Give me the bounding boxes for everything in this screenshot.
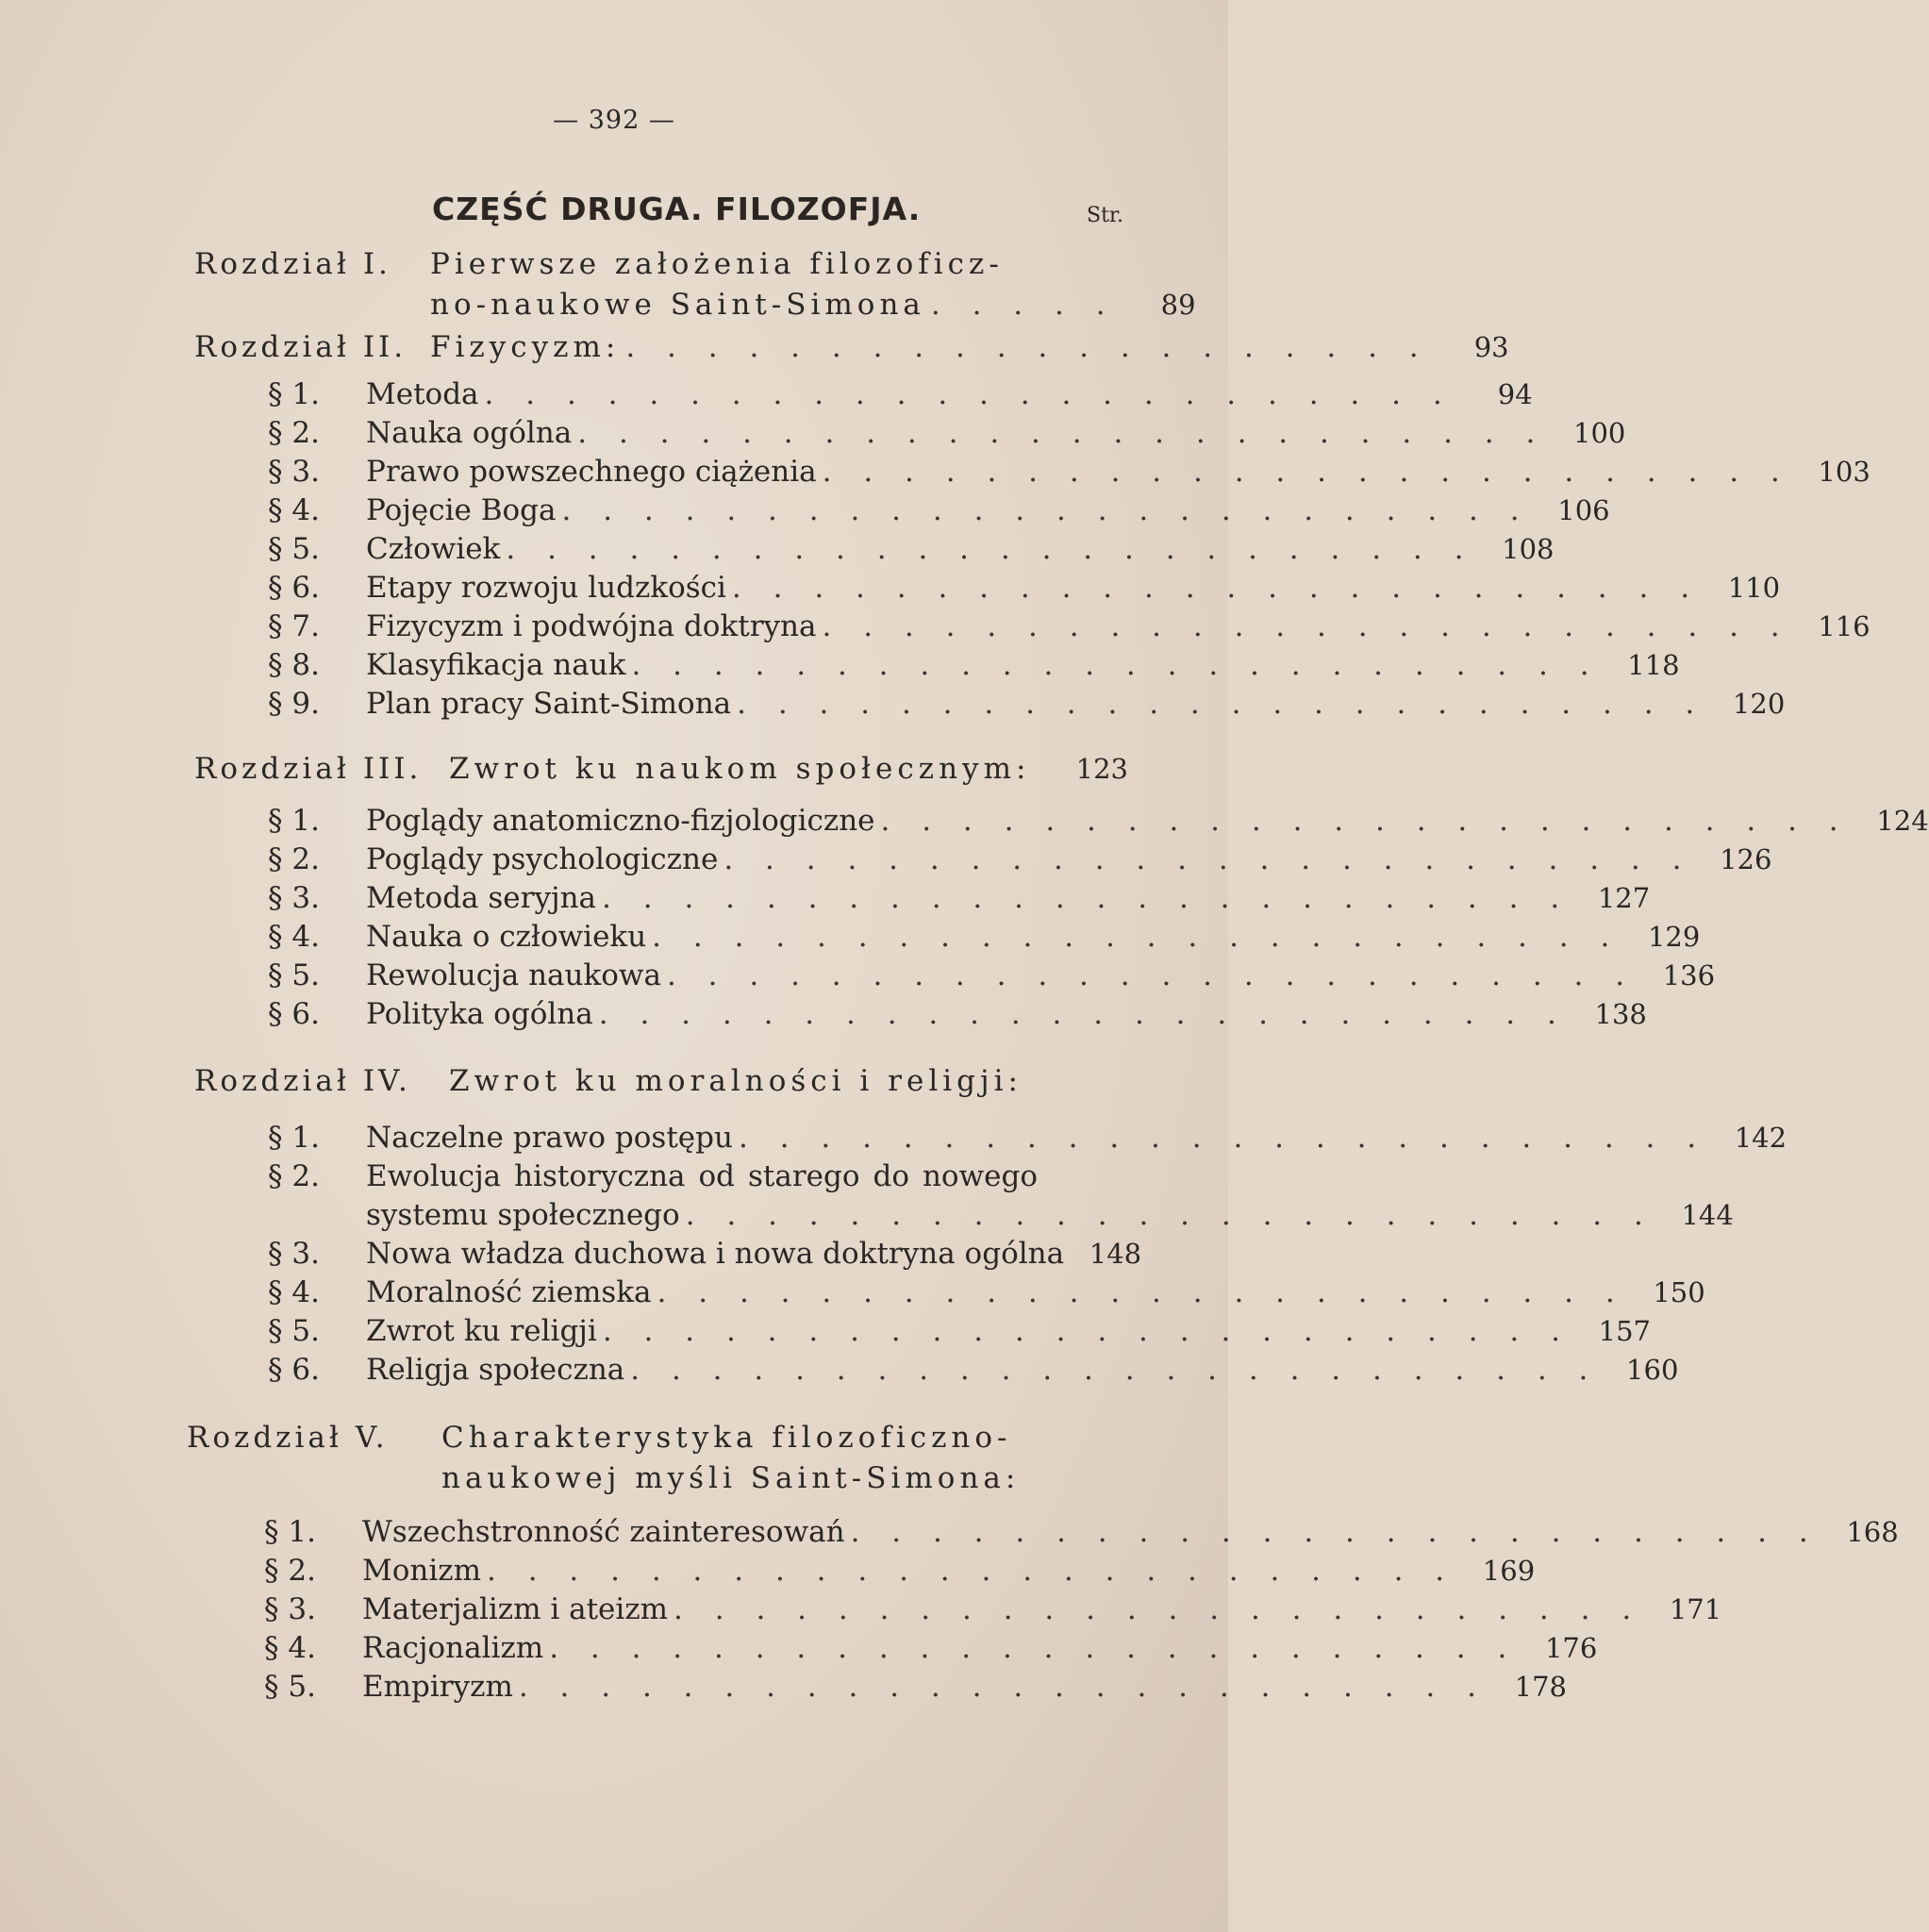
page-ref: 108	[1502, 533, 1555, 565]
section-number: § 5.	[264, 1670, 316, 1704]
page-ref: 106	[1557, 494, 1610, 526]
dot-leader: . . . . . . . . . . . . . . . . . . . . . . . .	[598, 997, 1568, 1031]
toc-entry	[268, 881, 1651, 915]
title-word: do	[873, 1159, 909, 1193]
page-ref: 150	[1653, 1276, 1705, 1308]
page-ref: 144	[1681, 1199, 1734, 1231]
chapter-heading-3	[194, 752, 1128, 786]
toc-entry	[268, 493, 1610, 527]
section-number: § 1.	[268, 1121, 320, 1155]
dot-leader: . . . . . . . . . . . . . . . . . . . . . . . .	[723, 842, 1693, 876]
section-number: § 5.	[268, 532, 320, 566]
page-ref: 127	[1597, 882, 1651, 914]
title-word: od	[698, 1159, 736, 1193]
page-ref: 176	[1544, 1632, 1598, 1664]
dot-leader: . . . . . . . . . . . . . . . . . . . . . . . .	[561, 493, 1531, 527]
page-ref: 89	[1160, 289, 1196, 321]
section-title: Metoda	[366, 377, 479, 411]
section-number: § 1.	[264, 1515, 316, 1549]
page-ref: 157	[1598, 1315, 1651, 1347]
section-title: Moralność ziemska	[366, 1275, 652, 1309]
section-title: Religja społeczna	[366, 1353, 625, 1387]
section-title: Materjalizm i ateizm	[362, 1592, 669, 1626]
chapter-title: Zwrot ku naukom społecznym:	[449, 752, 1031, 786]
toc-entry	[268, 804, 1929, 838]
section-number: § 8.	[268, 648, 320, 682]
section-number: § 3.	[268, 455, 320, 489]
section-title: Metoda seryjna	[366, 881, 597, 915]
section-title: Etapy rozwoju ludzkości	[366, 571, 726, 605]
dot-leader: . . . . . . . . . . . . . . . . . . . . . . . .	[549, 1631, 1519, 1665]
section-number: § 2.	[268, 416, 320, 450]
chapter-title: Zwrot ku moralności i religji:	[449, 1064, 1023, 1098]
dot-leader: . . . . . . . . . . . . . . . . . . . . . . . .	[822, 455, 1791, 489]
chapter-title: Pierwsze założenia filozoficz-	[430, 247, 1004, 281]
section-title: Nowa władza duchowa i nowa doktryna ogólna	[366, 1237, 1065, 1271]
section-number: § 2.	[268, 1159, 320, 1193]
toc-entry	[268, 1237, 1142, 1271]
toc-entry	[264, 1592, 1722, 1626]
section-title: systemu społecznego	[366, 1198, 680, 1232]
section-number: § 4.	[264, 1631, 316, 1665]
title-word: Ewolucja	[366, 1159, 502, 1193]
section-title: Człowiek	[366, 532, 501, 566]
dot-leader: . . . . . . . . . . . . . . . . . . . . . . . .	[577, 416, 1547, 450]
chapter-heading-4	[194, 1064, 1128, 1098]
page-ref: 123	[1075, 753, 1128, 785]
dot-leader: . . . . . . . . . . . . . . . . . . . . . . . .	[631, 648, 1601, 682]
toc-entry	[268, 1159, 1128, 1193]
page-ref: 169	[1482, 1555, 1536, 1587]
page-ref: 120	[1732, 688, 1786, 720]
section-title: Poglądy psychologiczne	[366, 842, 719, 876]
toc-entry	[268, 416, 1626, 450]
section-title: Racjonalizm	[362, 1631, 544, 1665]
toc-entry	[268, 1353, 1679, 1387]
title-word: starego	[747, 1159, 860, 1193]
dot-leader: . . . . . . . . . . . . . . . . . . . . . . . .	[880, 804, 1850, 838]
chapter-title: Charakterystyka filozoficzno-	[441, 1421, 1012, 1455]
dot-leader: . . . . . . . . . . . . . . . . . . . . . . . .	[506, 532, 1475, 566]
section-title: Klasyfikacja nauk	[366, 648, 626, 682]
dot-leader: . . . . . . . . . . . . . . . . . . . . . . . .	[487, 1554, 1456, 1588]
toc-entry	[268, 532, 1555, 566]
section-number: § 9.	[268, 687, 320, 721]
section-number: § 4.	[268, 1275, 320, 1309]
dot-leader: . . . . . . . . . . . . . . . . . . . . . . . .	[666, 958, 1637, 992]
dot-leader: . . . . . . . . . . . . . . . . . . . . . . . .	[685, 1198, 1655, 1232]
toc-entry	[268, 842, 1772, 876]
toc-entry	[268, 958, 1716, 992]
dot-leader: . . . . . . . . . . . . . . . . . . . . . . . .	[657, 1275, 1626, 1309]
section-number: § 5.	[268, 958, 320, 992]
section-title: Naczelne prawo postępu	[366, 1121, 733, 1155]
toc-entry	[268, 648, 1680, 682]
chapter-heading-2	[194, 330, 1509, 364]
dot-leader: . . . . . . . . . . . . . . . . . . . . . . . .	[518, 1670, 1488, 1704]
section-number: § 3.	[268, 881, 320, 915]
section-number: § 4.	[268, 493, 320, 527]
dot-leader: . . . . . . . . . . . . . . . . . . . . . . . .	[673, 1592, 1643, 1626]
page-column-label: Str.	[1087, 204, 1124, 227]
toc-entry	[268, 609, 1871, 643]
section-number: § 6.	[268, 997, 320, 1031]
chapter-heading-1	[194, 247, 1128, 281]
section-number: § 3.	[268, 1237, 320, 1271]
section-title: Nauka o człowieku	[366, 920, 647, 954]
dot-leader: . . . . . . . . . . . . . . . . . . . . . . . .	[484, 377, 1454, 411]
title-word: nowego	[922, 1159, 1038, 1193]
toc-entry	[268, 455, 1871, 489]
toc-entry-cont	[366, 1198, 1734, 1232]
section-title	[366, 1159, 1038, 1193]
dot-leader: . . . . . . . . . . . . . . . . . . . . . . . .	[850, 1515, 1820, 1549]
dot-leader: . . . . . . . . . . . . . . . . . . . . . . . .	[822, 609, 1791, 643]
page-number: — 392 —	[553, 106, 675, 135]
section-number: § 3.	[264, 1592, 316, 1626]
toc-entry	[268, 571, 1781, 605]
dot-leader: . . . . . . . . . . . . . . . . . . . . . . . .	[652, 920, 1621, 954]
page-ref: 171	[1669, 1593, 1722, 1625]
section-title: Nauka ogólna	[366, 416, 573, 450]
section-title: Wszechstronność zainteresowań	[362, 1515, 845, 1549]
page-ref: 160	[1626, 1354, 1679, 1386]
page-ref: 138	[1594, 998, 1647, 1030]
toc-entry	[268, 1121, 1788, 1155]
chapter-label: Rozdział V.	[187, 1421, 389, 1455]
chapter-label: Rozdział III.	[194, 752, 423, 786]
page-ref: 168	[1846, 1516, 1899, 1548]
title-word: historyczna	[514, 1159, 686, 1193]
toc-entry	[268, 687, 1786, 721]
section-title: Prawo powszechnego ciążenia	[366, 455, 817, 489]
section-title: Zwrot ku religji	[366, 1314, 597, 1348]
page-ref: 116	[1818, 610, 1871, 642]
section-title: Monizm	[362, 1554, 482, 1588]
chapter-label: Rozdział IV.	[194, 1064, 411, 1098]
section-number: § 1.	[268, 804, 320, 838]
chapter-label: Rozdział I.	[194, 247, 391, 281]
section-title: Pojęcie Boga	[366, 493, 557, 527]
toc-entry	[268, 377, 1533, 411]
toc-entry	[268, 997, 1647, 1031]
page-ref: 142	[1734, 1122, 1788, 1154]
page-ref: 100	[1573, 417, 1626, 449]
chapter-label: Rozdział II.	[194, 330, 407, 364]
dot-leader: . . . . . . . . . . . . . . . . . . . . . . . .	[630, 1353, 1600, 1387]
dot-leader: . . . . . . . . . . . . . . . . . . . . . . . .	[602, 1314, 1571, 1348]
dot-leader: . . . . . . . . . . . . . . . . . . . . . . . .	[737, 687, 1706, 721]
dot-leader: . . . . . . . . . . . . . . . . . . . .	[625, 330, 1430, 364]
chapter-title: no-naukowe Saint-Simona	[430, 288, 925, 322]
chapter-heading-5-cont	[187, 1461, 1121, 1495]
section-title: Poglądy anatomiczno-fizjologiczne	[366, 804, 875, 838]
part-title: CZĘŚĆ DRUGA. FILOZOFJA.	[432, 191, 922, 227]
page-ref: 126	[1720, 843, 1772, 875]
toc-entry	[264, 1515, 1899, 1549]
section-number: § 1.	[268, 377, 320, 411]
section-title: Rewolucja naukowa	[366, 958, 661, 992]
page-ref: 118	[1627, 649, 1680, 681]
toc-entry	[268, 1314, 1651, 1348]
dot-leader: . . . . . . . . . . . . . . . . . . . . . . . .	[602, 881, 1571, 915]
page-ref: 136	[1662, 959, 1716, 991]
toc-entry	[264, 1554, 1536, 1588]
dot-leader: . . . . . . . . . . . . . . . . . . . . . . . .	[731, 571, 1702, 605]
section-title: Fizycyzm i podwójna doktryna	[366, 609, 817, 643]
chapter-title: naukowej myśli Saint-Simona:	[441, 1461, 1021, 1495]
toc-entry	[264, 1631, 1598, 1665]
section-number: § 5.	[268, 1314, 320, 1348]
section-number: § 2.	[264, 1554, 316, 1588]
dot-leader: . . . . .	[930, 288, 1117, 322]
page-ref: 148	[1089, 1238, 1142, 1270]
chapter-title: Fizycyzm:	[430, 330, 621, 364]
page-ref: 93	[1473, 331, 1509, 363]
toc-entry	[268, 920, 1701, 954]
page-ref: 94	[1497, 378, 1533, 410]
page-ref: 110	[1727, 572, 1781, 604]
toc-entry	[264, 1670, 1567, 1704]
dot-leader: . . . . . . . . . . . . . . . . . . . . . . . .	[738, 1121, 1708, 1155]
page-ref: 124	[1876, 805, 1929, 837]
page-ref: 103	[1818, 456, 1871, 488]
chapter-heading-5	[187, 1421, 1121, 1455]
section-number: § 6.	[268, 1353, 320, 1387]
section-title: Plan pracy Saint-Simona	[366, 687, 732, 721]
section-number: § 4.	[268, 920, 320, 954]
page-ref: 129	[1647, 921, 1701, 953]
section-number: § 6.	[268, 571, 320, 605]
section-title: Polityka ogólna	[366, 997, 593, 1031]
chapter-heading-1-cont	[194, 288, 1196, 322]
page-ref: 178	[1514, 1671, 1567, 1703]
toc-entry	[268, 1275, 1705, 1309]
section-number: § 2.	[268, 842, 320, 876]
section-title: Empiryzm	[362, 1670, 513, 1704]
section-number: § 7.	[268, 609, 320, 643]
